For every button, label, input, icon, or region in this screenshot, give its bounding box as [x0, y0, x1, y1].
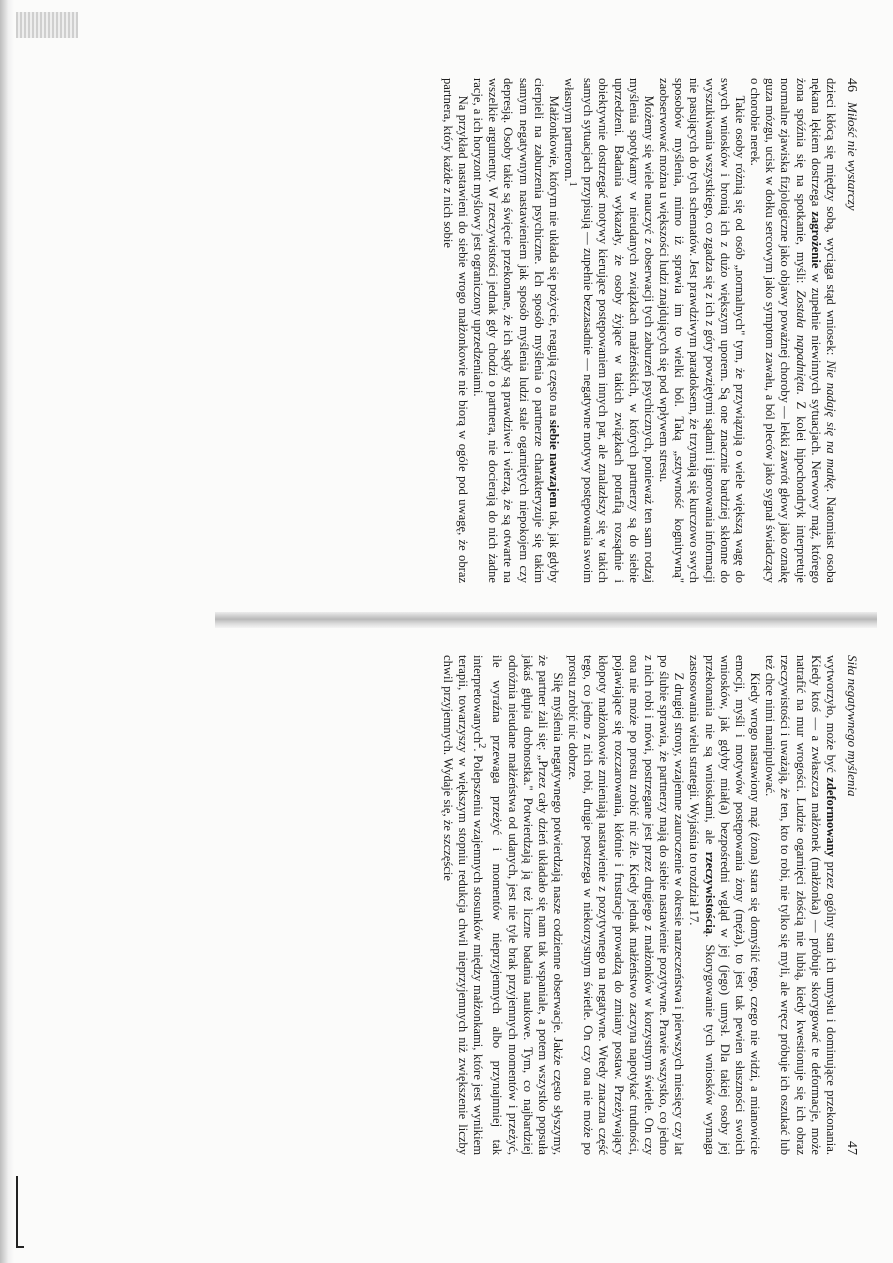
scan-edge-line — [16, 1176, 24, 1248]
footnote-marker: 2 — [476, 743, 488, 749]
right-page-number: 47 — [844, 1141, 859, 1155]
paragraph: Na przykład nastawieni do siebie wrogo małżonkowie nie biorą w ogóle pod uwagę, że obraz partnera, który każde z nich sobie — [440, 78, 470, 583]
paragraph: dzieci kłócą się między sobą, wyciąga stąd wniosek: Nie nadaję się na matkę. Natomiast osoba nękana lękiem dostrzega zagrożenie w zupełnie niewinnych sytuacjach. Nerwowy mąż, którego żona spóźnia się na spotkanie, myśli: Została napadnięta. Z kolei hipochondryk interpretuje normalne zjawiska fizjologiczne jako objawy poważnej choroby — lekki zawrót głowy jako oznakę guza mózgu, ucisk w dołku sercowym jako symptom zawału, a ból pleców jako sygnał świadczący o chorobie nerek. — [748, 78, 838, 584]
bold-emphasis: siebie nawzajem — [546, 419, 561, 508]
paragraph: Z drugiej strony, wzajemne zauroczenie w okresie narzeczeństwa i pierwszych miesięcy czy lat po ślubie sprawia, że partnerzy mają do siebie nastawienie pozytywne. Prawie wszystko, co jedno z nich robi i mówi, postrzegane jest przez drugiego z małżonków w korzystnym świetle. On czy ona nie może po prostu zrobić nic źle. Kiedy jednak małżeństwo zaczyna napotykać trudności, pojawiające się rozczarowania, kłótnie i frustracje prowadzą do zmiany postaw. Przeżywający kłopoty małżonkowie zmieniają nastawienie z pozytywnego na negatywne. Wtedy znaczna część tego, co jedno z nich robi, drugie postrzega w niekorzystnym świetle. On czy ona nie może po prostu zrobić nic dobrze. — [566, 655, 687, 1155]
right-page — [224, 655, 860, 1155]
italic-emphasis: Nie nadaję się na matkę — [823, 360, 838, 489]
paragraph: Kiedy wrogo nastawiony mąż (żona) stara się domyślić tego, czego nie widzi, a mianowicie emocji, myśli i motywów postępowania żony (męża), to jest tak pewien słuszności swoich wniosków, jak gdyby miał(a) bezpośredni wgląd w jej (jego) umysł. Dla takiej osoby jej przekonania nie są wnioskami, ale rzeczywistością. Skorygowanie tych wniosków wymaga zastosowania wielu strategii. Wyjaśnia to rozdział 17. — [687, 655, 763, 1155]
scan-corner-artifact — [16, 12, 78, 38]
left-body-text — [440, 78, 838, 583]
right-running-head — [844, 655, 860, 1155]
scan-left-edge-shadow — [0, 0, 14, 1263]
left-running-head — [844, 78, 860, 583]
bold-emphasis: zagrożenie — [808, 211, 823, 269]
paragraph: Możemy się wiele nauczyć z obserwacji tych zaburzeń psychicznych, ponieważ ten sam rodzaj myślenia spotykamy w nieudanych związkach małżeńskich, w których partnerzy są do siebie uprzedzeni. Badania wykazały, że osoby żyjące w takich związkach potrafią rozsądnie i obiektywnie dostrzegać motywy kierujące postępowaniem innych par, ale znalazłszy się w takich samych sytuacjach przypisują — zupełnie bezzasadnie — negatywne motywy postępowania swoim własnym partnerom.$^1$ — [562, 78, 656, 583]
paragraph: Takie osoby różnią się od osób „normalnych" tym, że przywiązują o wiele większą wagę do swych wniosków i bronią ich z dużo większym uporem. Są one znacznie bardziej skłonne do wyszukiwania wszystkiego, co zgadza się z ich z góry powziętymi sądami i ignorowania informacji nie pasujących do tych schematów. Jest prawdziwym paradoksem, że trzymają się kurczowo swych sposobów myślenia, mimo iż sprawia im to wielki ból. Taką „sztywność kognitywną" zaobserwować można u większości ludzi znajdujących się pod wpływem stresu. — [657, 78, 747, 583]
bold-emphasis: zdeformowany — [823, 777, 838, 858]
left-page — [224, 78, 860, 583]
left-page-number: 46 — [844, 78, 859, 92]
italic-emphasis: Została napadnięta — [793, 290, 808, 392]
footnote-marker: 1 — [567, 181, 579, 187]
right-running-title: Siła negatywnego myślenia — [845, 655, 860, 797]
paragraph: Małżonkowie, którym nie układa się pożycie, reagują często na siebie nawzajem tak, jak gdyby cierpieli na zaburzenia psychiczne. Ich sposób myślenia o partnerze charakteryzuje się takim samym negatywnym nastawieniem jak sposób myślenia ludzi stale ogarniętych niepokojem czy depresją. Osoby takie są święcie przekonane, że ich sądy są prawdziwe i wierzą, że są otwarte na wszelkie argumenty. W rzeczywistości jednak gdy chodzi o partnera, nie docierają do nich żadne racje, a ich horyzont myślowy jest ograniczony uprzedzeniami. — [471, 78, 561, 583]
right-body-text — [440, 655, 838, 1155]
left-running-title: Miłość nie wystarczy — [845, 102, 860, 211]
paragraph: wytworzyło, może być zdeformowany przez ogólny stan ich umysłu i dominujące przekonania. Kiedy ktoś — a zwłaszcza małżonek (małżonka) — próbuje skorygować te deformacje, może natrafić na mur wrogości. Ludzie ogarnięci złością nie lubią, kiedy kwestionuje się ich obraz rzeczywistości i uważają, że ten, kto to robi, nie tylko się myli, ale wręcz próbuje ich oszukać lub też chce nimi manipulować. — [763, 655, 838, 1155]
paragraph: Siłę myślenia negatywnego potwierdzają nasze codzienne obserwacje. Jakże często słyszymy, że partner żali się: „Przez cały dzień układało się nam tak wspaniale, a potem wszystko popsuła jakaś głupia drobnostka." Potwierdzają ją też liczne badania naukowe. Tym, co najbardziej odróżnia nieudane małżeństwa od udanych, jest nie tyle brak przyjemnych momentów i przeżyć, ile wyraźna przewaga przeżyć i momentów nieprzyjemnych albo przynajmniej tak interpretowanych$^2$. Polepszeniu wzajemnych stosunków między małżonkami, które jest wynikiem terapii, towarzyszy w większym stopniu redukcja chwil nieprzyjemnych niż zwiększenie liczby chwil przyjemnych. Wydaje się, że szczęście — [440, 655, 566, 1155]
bold-emphasis: rzeczywistością — [702, 851, 717, 935]
book-gutter-shadow — [215, 612, 877, 628]
